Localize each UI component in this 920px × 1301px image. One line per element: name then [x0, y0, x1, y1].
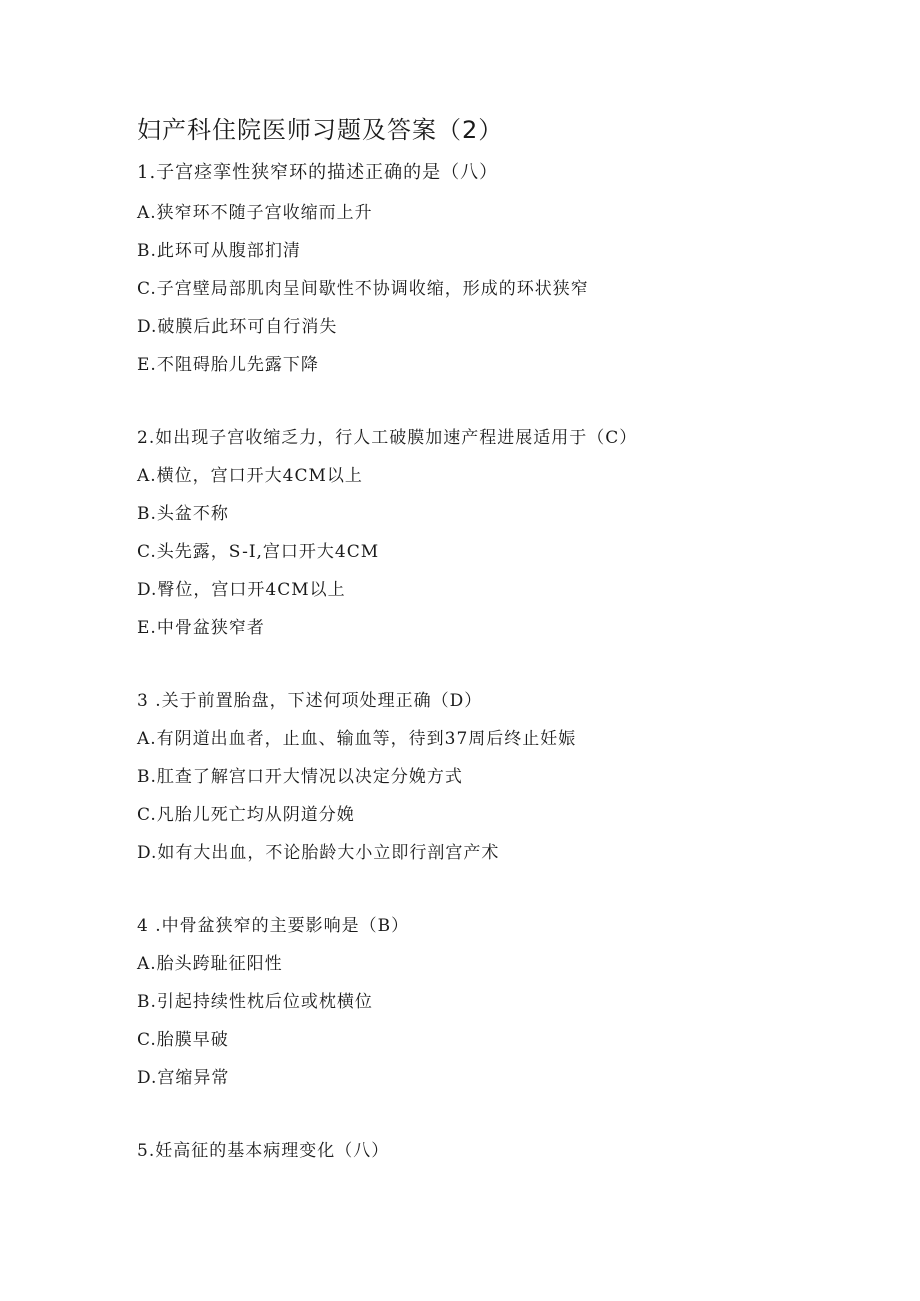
question-2-option-b: B.头盆不称 — [137, 504, 229, 524]
question-3-option-d: D.如有大出血，不论胎龄大小立即行剖宫产术 — [137, 843, 500, 863]
question-1-stem: 1.子宫痉挛性狭窄环的描述正确的是（八） — [137, 162, 499, 183]
question-3-option-c: C.凡胎儿死亡均从阴道分娩 — [137, 805, 355, 825]
question-1-option-a: A.狭窄环不随子宫收缩而上升 — [137, 203, 373, 223]
question-2-option-c: C.头先露，S-I,宫口开大4CM — [137, 542, 380, 562]
question-5-stem: 5.妊高征的基本病理变化（八） — [137, 1141, 390, 1161]
question-2-option-d: D.臀位，宫口开4CM以上 — [137, 580, 346, 600]
document-title: 妇产科住院医师习题及答案（2） — [137, 116, 504, 144]
question-3-option-a: A.有阴道出血者，止血、输血等，待到37周后终止妊娠 — [137, 729, 577, 749]
question-3-stem: 3 .关于前置胎盘，下述何项处理正确（D） — [137, 691, 483, 711]
question-2-option-e: E.中骨盆狭窄者 — [137, 618, 265, 638]
question-1-option-d: D.破膜后此环可自行消失 — [137, 317, 338, 337]
question-4-option-a: A.胎头跨耻征阳性 — [137, 954, 283, 974]
question-1-option-c: C.子宫壁局部肌肉呈间歇性不协调收缩，形成的环状狭窄 — [137, 279, 589, 299]
question-3-option-b: B.肛查了解宫口开大情况以决定分娩方式 — [137, 767, 463, 787]
question-2-option-a: A.横位，宫口开大4CM以上 — [137, 466, 363, 486]
question-4-stem: 4 .中骨盆狭窄的主要影响是（B） — [137, 916, 410, 936]
question-2-stem: 2.如出现子宫收缩乏力，行人工破膜加速产程进展适用于（C） — [137, 428, 638, 448]
question-4-option-c: C.胎膜早破 — [137, 1030, 229, 1050]
question-4-option-d: D.宫缩异常 — [137, 1068, 230, 1088]
question-1-option-e: E.不阻碍胎儿先露下降 — [137, 355, 319, 375]
question-4-option-b: B.引起持续性枕后位或枕横位 — [137, 992, 373, 1012]
question-1-option-b: B.此环可从腹部扪清 — [137, 241, 301, 261]
